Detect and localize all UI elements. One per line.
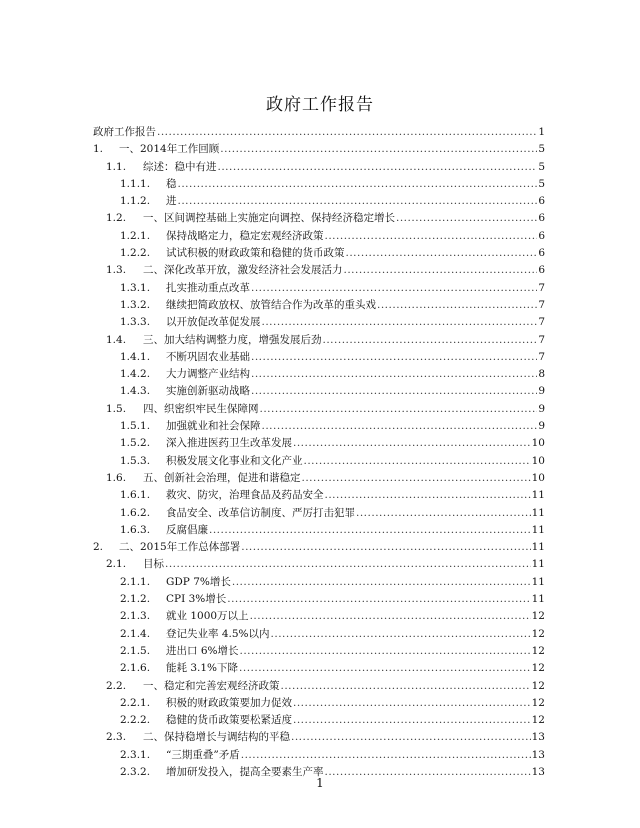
toc-dot-leader: [356, 507, 531, 519]
toc-entry-page: 9: [538, 420, 545, 433]
page-title: 政府工作报告: [266, 95, 374, 115]
toc-entry[interactable]: [93, 539, 545, 556]
toc-dot-leader: [262, 420, 538, 432]
toc-entry-number: 1.4.3.: [120, 385, 151, 398]
toc-entry-label: 救灾、防灾，治理食品及药品安全: [166, 489, 324, 502]
toc-entry-number: 1.3.2.: [120, 298, 151, 311]
toc-entry-page: 12: [531, 610, 545, 623]
toc-entry-number: 1.1.: [106, 160, 127, 173]
toc-entry-page: 12: [531, 662, 545, 675]
toc-entry-page: 8: [538, 368, 545, 381]
toc-entry-number: 1.6.2.: [120, 506, 151, 519]
toc-entry-number: 2.1.3.: [120, 610, 151, 623]
toc-entry-number: 1.3.1.: [120, 281, 151, 294]
toc-entry-label: 保持战略定力，稳定宏观经济政策: [166, 229, 324, 242]
toc-dot-leader: [239, 662, 531, 674]
toc-entry[interactable]: [93, 435, 545, 452]
toc-entry-page: 13: [531, 748, 545, 761]
toc-entry-page: 11: [531, 558, 545, 571]
toc-entry[interactable]: [93, 678, 545, 695]
toc-entry-label: 能耗 3.1%下降: [166, 662, 239, 675]
toc-entry[interactable]: [93, 349, 545, 366]
toc-dot-leader: [293, 697, 531, 709]
toc-entry-label: 反腐倡廉: [166, 523, 208, 536]
toc-entry-number: 1.3.: [106, 264, 127, 277]
toc-entry-page: 7: [538, 350, 545, 363]
toc-entry-page: 6: [538, 229, 545, 242]
toc-entry-label: 二、深化改革开放，激发经济社会发展活力: [143, 264, 343, 277]
toc-dot-leader: [241, 541, 530, 553]
toc-entry[interactable]: [93, 141, 545, 158]
toc-entry-page: 10: [531, 471, 545, 484]
toc-entry[interactable]: [93, 280, 545, 297]
toc-entry-label: 就业 1000万以上: [166, 610, 249, 623]
toc-entry-number: 2.1.: [106, 558, 127, 571]
toc-entry-number: 1.6.1.: [120, 489, 151, 502]
toc-entry[interactable]: [93, 228, 545, 245]
toc-entry-number: 1.1.1.: [120, 177, 151, 190]
toc-entry-number: 1.1.2.: [120, 195, 151, 208]
toc-dot-leader: [293, 437, 531, 449]
toc-entry-number: 2.2.1.: [120, 696, 151, 709]
toc-entry-label: 一、2014年工作回顾: [119, 143, 220, 156]
toc-entry[interactable]: [93, 314, 545, 331]
toc-entry-number: 1.6.: [106, 471, 127, 484]
toc-entry-page: 11: [531, 506, 545, 519]
toc-dot-leader: [251, 282, 537, 294]
toc-entry[interactable]: [93, 729, 545, 746]
toc-entry-number: 1.5.1.: [120, 420, 151, 433]
toc-entry[interactable]: [93, 193, 545, 210]
toc-dot-leader: [271, 628, 531, 640]
toc-dot-leader: [251, 351, 537, 363]
toc-entry-label: 继续把简政放权、放管结合作为改革的重头戏: [166, 298, 376, 311]
toc-dot-leader: [281, 680, 531, 692]
toc-entry-number: 2.3.1.: [120, 748, 151, 761]
toc-entry-label: 政府工作报告: [93, 126, 156, 138]
toc-entry-number: 1.4.2.: [120, 368, 151, 381]
toc-entry-page: 12: [531, 696, 545, 709]
toc-entry-number: 1.2.: [106, 212, 127, 225]
toc-entry-page: 11: [531, 593, 545, 606]
toc-dot-leader: [251, 385, 537, 397]
toc-dot-leader: [325, 489, 531, 501]
toc-entry[interactable]: [93, 383, 545, 400]
toc-entry-label: 进出口 6%增长: [166, 644, 239, 657]
toc-entry-label: 一、区间调控基础上实施定向调控、保持经济稳定增长: [143, 212, 395, 225]
toc-entry-number: 1.3.3.: [120, 316, 151, 329]
toc-entry[interactable]: [93, 332, 545, 349]
toc-dot-leader: [240, 645, 531, 657]
toc-entry-label: 登记失业率 4.5%以内: [166, 627, 270, 640]
toc-entry-label: 二、2015年工作总体部署: [119, 541, 241, 554]
toc-dot-leader: [396, 212, 537, 224]
toc-entry[interactable]: [93, 245, 545, 262]
toc-entry-page: 1: [538, 126, 545, 138]
toc-entry-page: 12: [531, 644, 545, 657]
toc-entry-label: 三、加大结构调整力度，增强发展后劲: [143, 333, 322, 346]
toc-entry-label: 扎实推动重点改革: [166, 281, 250, 294]
toc-entry-label: 增加研发投入，提高全要素生产率: [166, 765, 324, 778]
toc-entry-page: 7: [538, 298, 545, 311]
toc-entry-number: 2.3.2.: [120, 765, 151, 778]
toc-entry-page: 9: [538, 385, 545, 398]
toc-entry-page: 6: [538, 247, 545, 260]
toc-entry-page: 11: [531, 523, 545, 536]
toc-dot-leader: [346, 247, 538, 259]
toc-entry-page: 12: [531, 679, 545, 692]
toc-dot-leader: [232, 576, 531, 588]
toc-entry-page: 5: [538, 160, 545, 173]
toc-entry[interactable]: [93, 695, 545, 712]
toc-dot-leader: [251, 368, 537, 380]
toc-entry-number: 2.2.2.: [120, 714, 151, 727]
toc-dot-leader: [293, 714, 531, 726]
toc-entry-page: 6: [538, 264, 545, 277]
toc-entry-label: 二、保持稳增长与调结构的平稳: [143, 731, 290, 744]
toc-entry-page: 10: [531, 454, 545, 467]
toc-entry-label: GDP 7%增长: [166, 575, 231, 588]
toc-entry-label: 积极的财政政策要加力促效: [166, 696, 292, 709]
toc-entry-number: 1.5.2.: [120, 437, 151, 450]
toc-dot-leader: [325, 230, 538, 242]
toc-entry-number: 2.: [93, 541, 104, 554]
page-number: 1: [316, 776, 324, 790]
toc-entry-label: 不断巩固农业基础: [166, 350, 250, 363]
toc-entry-page: 11: [531, 575, 545, 588]
toc-entry-label: 实施创新驱动战略: [166, 385, 250, 398]
toc-entry-number: 2.3.: [106, 731, 127, 744]
toc-entry[interactable]: [93, 470, 545, 487]
toc-entry-label: 稳健的货币政策要松紧适度: [166, 714, 292, 727]
toc-entry[interactable]: [93, 124, 545, 141]
toc-entry-label: 四、织密织牢民生保障网: [143, 402, 259, 415]
toc-entry-page: 7: [538, 316, 545, 329]
toc-entry[interactable]: [93, 591, 545, 608]
toc-entry-label: 以开放促改革促发展: [166, 316, 261, 329]
toc-entry-number: 1.5.: [106, 402, 127, 415]
toc-entry-label: 试试积极的财政政策和稳健的货币政策: [166, 247, 345, 260]
toc-entry-label: 稳: [166, 177, 177, 190]
toc-dot-leader: [377, 299, 537, 311]
toc-entry-number: 2.2.: [106, 679, 127, 692]
toc-dot-leader: [260, 403, 538, 415]
toc-dot-leader: [302, 472, 531, 484]
toc-entry[interactable]: [93, 210, 545, 227]
toc-entry-page: 5: [538, 143, 545, 156]
toc-entry[interactable]: [93, 262, 545, 279]
toc-entry[interactable]: [93, 747, 545, 764]
toc-entry-number: 1.5.3.: [120, 454, 151, 467]
toc-entry[interactable]: [93, 453, 545, 470]
toc-dot-leader: [227, 593, 530, 605]
toc-dot-leader: [241, 749, 531, 761]
toc-dot-leader: [165, 558, 531, 570]
toc-dot-leader: [291, 731, 531, 743]
toc-entry-number: 2.1.1.: [120, 575, 151, 588]
toc-entry-page: 7: [538, 333, 545, 346]
toc-entry[interactable]: [93, 660, 545, 677]
toc-entry[interactable]: [93, 505, 545, 522]
toc-entry-page: 10: [531, 437, 545, 450]
toc-entry-page: 6: [538, 212, 545, 225]
toc-entry[interactable]: [93, 487, 545, 504]
toc-entry-label: 积极发展文化事业和文化产业: [166, 454, 303, 467]
toc-entry-number: 2.1.5.: [120, 644, 151, 657]
toc-entry-page: 13: [531, 765, 545, 778]
toc-entry-page: 7: [538, 281, 545, 294]
toc-entry[interactable]: [93, 176, 545, 193]
toc-entry-label: 大力调整产业结构: [166, 368, 250, 381]
toc-entry-number: 1.4.1.: [120, 350, 151, 363]
toc-entry-page: 9: [538, 402, 545, 415]
toc-dot-leader: [250, 610, 531, 622]
toc-entry-label: 食品安全、改革信访制度、严厉打击犯罪: [166, 506, 355, 519]
toc-entry-number: 1.6.3.: [120, 523, 151, 536]
toc-entry-number: 1.2.1.: [120, 229, 151, 242]
toc-entry[interactable]: [93, 366, 545, 383]
toc-entry[interactable]: [93, 297, 545, 314]
toc-dot-leader: [323, 334, 538, 346]
toc-dot-leader: [220, 143, 537, 155]
toc-dot-leader: [304, 455, 531, 467]
toc-entry[interactable]: [93, 712, 545, 729]
table-of-contents: [93, 124, 545, 781]
toc-entry[interactable]: [93, 418, 545, 435]
toc-entry-label: 加强就业和社会保障: [166, 420, 261, 433]
toc-entry-label: CPI 3%增长: [166, 593, 227, 606]
toc-entry-label: 进: [166, 195, 177, 208]
toc-entry-label: “三期重叠”矛盾: [166, 748, 240, 761]
toc-entry[interactable]: [93, 556, 545, 573]
toc-dot-leader: [178, 178, 538, 190]
toc-entry-page: 11: [531, 541, 545, 554]
toc-entry[interactable]: [93, 608, 545, 625]
toc-entry-number: 1.4.: [106, 333, 127, 346]
toc-entry-label: 五、创新社会治理，促进和谐稳定: [143, 471, 301, 484]
toc-entry-page: 5: [538, 177, 545, 190]
toc-dot-leader: [218, 161, 538, 173]
toc-entry-page: 6: [538, 195, 545, 208]
toc-dot-leader: [178, 195, 538, 207]
toc-entry[interactable]: [93, 159, 545, 176]
toc-dot-leader: [157, 126, 537, 138]
toc-entry[interactable]: [93, 574, 545, 591]
toc-entry[interactable]: [93, 401, 545, 418]
toc-entry-page: 13: [531, 731, 545, 744]
toc-entry-label: 综述：稳中有进: [143, 160, 217, 173]
toc-entry-number: 2.1.2.: [120, 593, 151, 606]
toc-entry-number: 2.1.6.: [120, 662, 151, 675]
toc-entry-number: 2.1.4.: [120, 627, 151, 640]
toc-entry-label: 目标: [143, 558, 164, 571]
toc-entry[interactable]: [93, 643, 545, 660]
toc-entry-page: 12: [531, 627, 545, 640]
toc-entry[interactable]: [93, 626, 545, 643]
toc-entry[interactable]: [93, 522, 545, 539]
toc-dot-leader: [262, 316, 538, 328]
toc-dot-leader: [209, 524, 531, 536]
toc-entry-number: 1.2.2.: [120, 247, 151, 260]
toc-dot-leader: [344, 264, 538, 276]
toc-entry-page: 12: [531, 714, 545, 727]
toc-entry-page: 11: [531, 489, 545, 502]
toc-entry-label: 深入推进医药卫生改革发展: [166, 437, 292, 450]
toc-entry-number: 1.: [93, 143, 104, 156]
toc-entry-label: 一、稳定和完善宏观经济政策: [143, 679, 280, 692]
